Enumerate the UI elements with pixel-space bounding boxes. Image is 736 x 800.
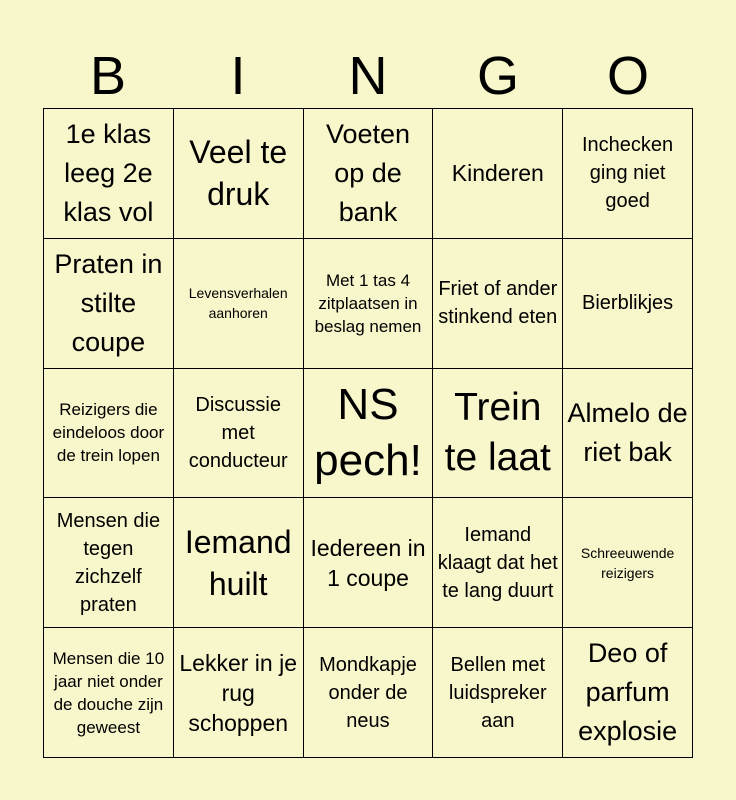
bingo-cell[interactable] [563,109,693,239]
cell-label: Friet of ander stinkend eten [438,278,558,329]
cell-label: Bellen met luidspreker aan [448,653,547,732]
cell-label: Schreeuwende reizigers [580,544,675,581]
cell-label: Lekker in je rug schoppen [179,649,297,736]
cell-label: Levensverhalen aanhoren [188,285,288,322]
bingo-cell[interactable] [174,369,304,499]
bingo-cell[interactable] [563,369,693,499]
cell-label: Voeten op de bank [325,118,411,227]
cell-label: Iedereen in 1 coupe [310,534,426,591]
bingo-cell[interactable] [304,628,434,758]
bingo-cell[interactable] [433,109,563,239]
bingo-cell[interactable] [433,239,563,369]
cell-label: Bierblikjes [582,292,674,315]
header-letter-n: N [348,46,388,106]
bingo-cell[interactable] [44,369,174,499]
bingo-cell[interactable] [304,239,434,369]
bingo-board [43,108,693,758]
cell-label: Mondkapje onder de neus [319,653,417,732]
cell-label: Inchecken ging niet goed [582,134,674,213]
cell-label: Iemand huilt [184,523,292,602]
bingo-cell[interactable] [304,109,434,239]
bingo-cell[interactable] [44,109,174,239]
cell-label: Kinderen [451,160,544,187]
bingo-cell[interactable] [433,369,563,499]
bingo-cell[interactable] [563,498,693,628]
cell-label: NS pech! [314,379,422,485]
bingo-cell[interactable] [304,498,434,628]
cell-label: Met 1 tas 4 zitplaatsen in beslag nemen [314,270,422,336]
cell-label: Iemand klaagt dat het te lang duurt [437,523,558,602]
bingo-cell[interactable] [44,628,174,758]
bingo-cell[interactable] [174,628,304,758]
bingo-cell[interactable] [563,239,693,369]
cell-label: Praten in stilte coupe [54,248,163,357]
cell-label: 1e klas leeg 2e klas vol [63,118,154,227]
cell-label: Deo of parfum explosie [578,638,678,747]
bingo-cell[interactable] [174,109,304,239]
cell-label: Trein te laat [444,385,551,479]
bingo-cell[interactable] [44,498,174,628]
bingo-header [43,44,693,108]
bingo-cell[interactable] [304,369,434,499]
header-letter-i: I [230,46,246,106]
bingo-cell[interactable] [563,628,693,758]
cell-label: Discussie met conducteur [188,393,288,472]
bingo-cell[interactable] [44,239,174,369]
bingo-cell[interactable] [174,239,304,369]
cell-label: Almelo de riet bak [567,397,688,467]
cell-label: Veel te druk [189,134,288,213]
header-letter-o: O [606,46,649,106]
cell-label: Mensen die 10 jaar niet onder de douche zijn geweest [52,648,165,737]
cell-label: Mensen die tegen zichzelf praten [56,509,161,616]
bingo-cell[interactable] [433,498,563,628]
bingo-cell[interactable] [174,498,304,628]
header-letter-g: G [476,46,519,106]
header-letter-b: B [89,46,127,106]
cell-label: Reizigers die eindeloos door de trein lopen [52,400,165,466]
bingo-cell[interactable] [433,628,563,758]
